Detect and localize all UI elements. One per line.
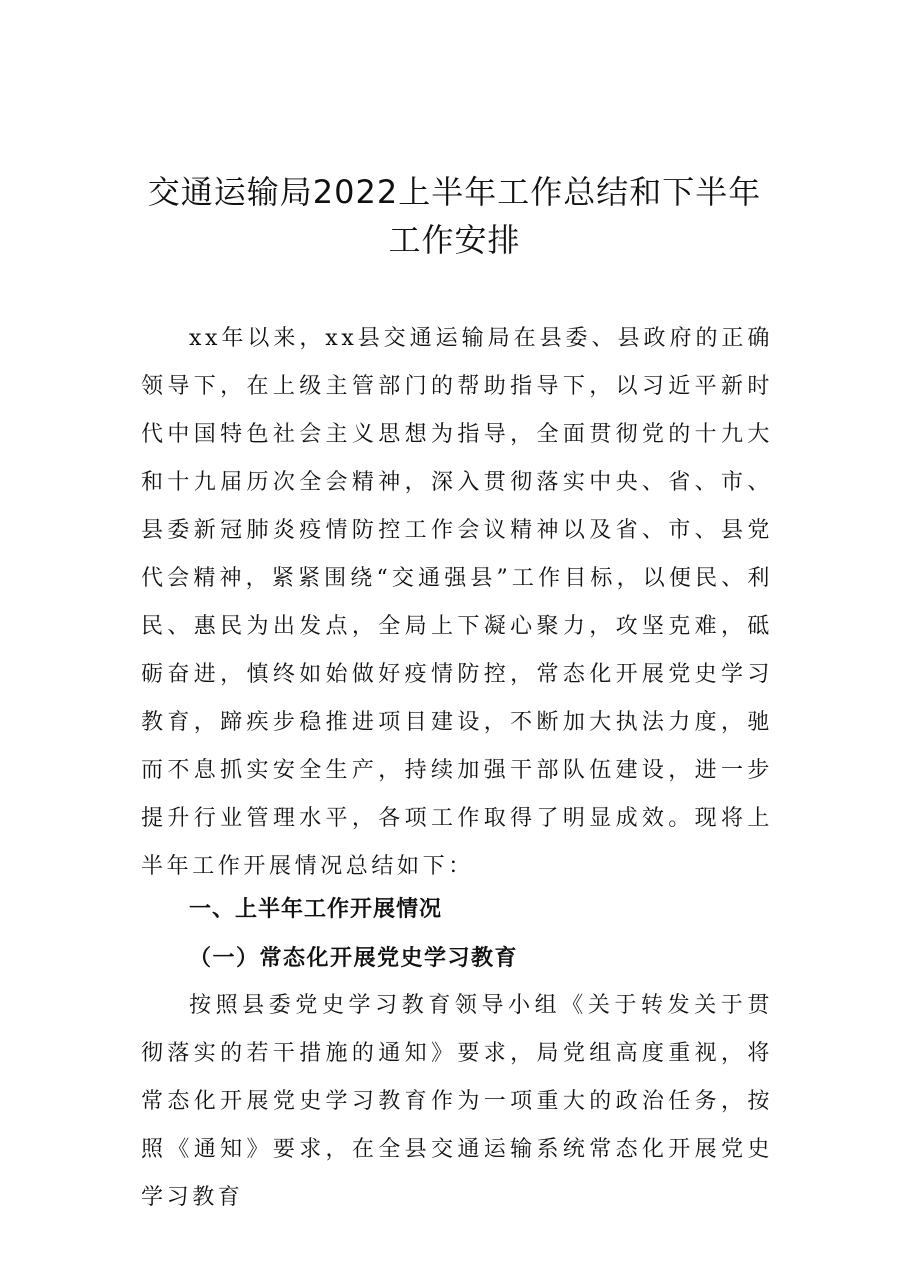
body-paragraph: 按照县委党史学习教育领导小组《关于转发关于贯彻落实的若干措施的通知》要求，局党组高度重视，将常态化开展党史学习教育作为一项重大的政治任务，按照《通知》要求，在全县交通运输系统常态化开展党史学习教育 xyxy=(141,993,773,1210)
document-title-line2: 工作安排 xyxy=(388,221,521,259)
document-title-line1: 交通运输局2022上半年工作总结和下半年 xyxy=(147,173,762,211)
section-heading: 一、上半年工作开展情况 xyxy=(189,897,443,922)
intro-paragraph: xx年以来，xx县交通运输局在县委、县政府的正确领导下，在上级主管部门的帮助指导下，以习近平新时代中国特色社会主义思想为指导，全面贯彻党的十九大和十九届历次全会精神，深入贯彻落实中央、省、市、县委新冠肺炎疫情防控工作会议精神以及省、市、县党代会精神，紧紧围绕“交通强县”工作目标，以便民、利民、惠民为出发点，全局上下凝心聚力，攻坚克难，砥砺奋进，慎终如始做好疫情防控，常态化开展党史学习教育，蹄疾步稳推进项目建设，不断加大执法力度，驰而不息抓实安全生产，持续加强干部队伍建设，进一步提升行业管理水平，各项工作取得了明显成效。现将上半年工作开展情况总结如下： xyxy=(141,326,773,879)
subsection-heading: （一）常态化开展党史学习教育 xyxy=(189,945,519,971)
